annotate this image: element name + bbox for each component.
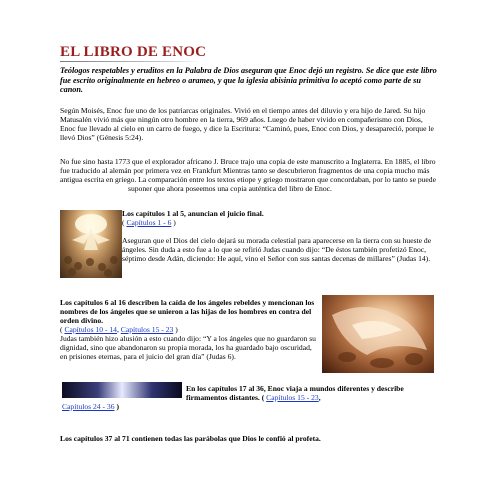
- section1-heading: Los capítulos 1 al 5, anuncian el juicio final.: [122, 209, 264, 218]
- section3-link-line: [62, 402, 119, 411]
- paragraph-manuscript: [60, 157, 438, 193]
- section2-heading-text: Los capítulos 6 al 16 describen la caída de los ángeles rebeldes y mencionan los nombres de los ángeles que se unieron a las hijas de los hombres en contra del orden divino.: [60, 298, 315, 325]
- section1-paren-close: ): [173, 218, 176, 227]
- section2-paren-open: (: [60, 325, 63, 334]
- angel-judgment-image: [60, 210, 122, 278]
- link-capitulos-1-6[interactable]: Capítulos 1 - 6: [126, 218, 172, 227]
- fallen-angels-image: [322, 295, 434, 373]
- section3-link-sep: ,: [318, 393, 321, 402]
- link-capitulos-15-23-b[interactable]: Capítulos 15 - 23: [266, 393, 319, 402]
- section2-paren-close: ): [175, 325, 178, 334]
- link-capitulos-24-36[interactable]: Capítulos 24 - 36: [62, 402, 115, 411]
- section3-paren-close: ): [116, 402, 119, 411]
- section1-link-line: [122, 218, 176, 227]
- paragraph-manuscript-end: suponer que ahora poseemos una copia auténtica del libro de Enoc.: [128, 184, 332, 193]
- link-capitulos-10-14[interactable]: Capítulos 10 - 14: [64, 325, 117, 334]
- paragraph-manuscript-text: No fue sino hasta 1773 que el explorador africano J. Bruce trajo una copia de este manuscrito a Inglaterra. En 1885, el libro fue traducido al alemán por primera vez en Frankfurt Mientras tanto se descubrieron fragmentos de una copia mucho más antigua escrita en griego. La comparación entre los textos etiope y griego mostraron que concordaban, por lo tanto se puede: [60, 157, 436, 184]
- section2-link-sep: ,: [116, 325, 119, 334]
- section3-heading: [186, 384, 438, 402]
- section1-paren-open: (: [122, 218, 125, 227]
- firmament-banner-image: [62, 382, 182, 398]
- section2-heading: [60, 298, 318, 334]
- link-capitulos-15-23[interactable]: Capítulos 15 - 23: [120, 325, 174, 334]
- title-underline: [60, 61, 200, 62]
- section1-body: Aseguran que el Dios del cielo dejará su morada celestial para aparecerse en la tierra con su hueste de ángeles. Sin duda a esto fue a lo que se refirió Judas cuando dijo: “De éstos también profetizó Enoc, séptimo desde Adán, diciendo: He aquí, vino el Señor con sus santas decenas de millares” (Judas 14).: [122, 236, 432, 263]
- intro-paragraph: Teólogos respetables y eruditos en la Palabra de Dios aseguran que Enoc dejó un registro. Se dice que este libro fue escrito originalmente en hebreo o arameo, y que la iglesia abisinia primitiva lo aceptó como parte de su canon.: [60, 66, 437, 95]
- page-title: EL LIBRO DE ENOC: [60, 44, 207, 60]
- section4-text: Los capítulos 37 al 71 contienen todas las parábolas que Dios le confió al profeta.: [60, 434, 321, 443]
- paragraph-patriarch: Según Moisés, Enoc fue uno de los patriarcas originales. Vivió en el tiempo antes del diluvio y era hijo de Jared. Su hijo Matusalén vivió más que ningún otro hombre en la tierra, 969 años. Luego de haber vivido en compañerismo con Dios, Enoc fue llevado al cielo en un carro de fuego, y dice la Escritura: “Caminó, pues, Enoc con Dios, y desapareció, porque le llevó Dios” (Génesis 5:24).: [60, 106, 434, 142]
- section3-heading-text: En los capítulos 17 al 36, Enoc viaja a mundos diferentes y describe firmamentos distantes. (: [186, 384, 404, 402]
- section2-body: Judas también hizo alusión a esto cuando dijo: “Y a los ángeles que no guardaron su dignidad, sino que abandonaron su propia morada, los ha guardado bajo oscuridad, en prisiones eternas, para el juicio del gran día” (Judas 6).: [60, 334, 316, 361]
